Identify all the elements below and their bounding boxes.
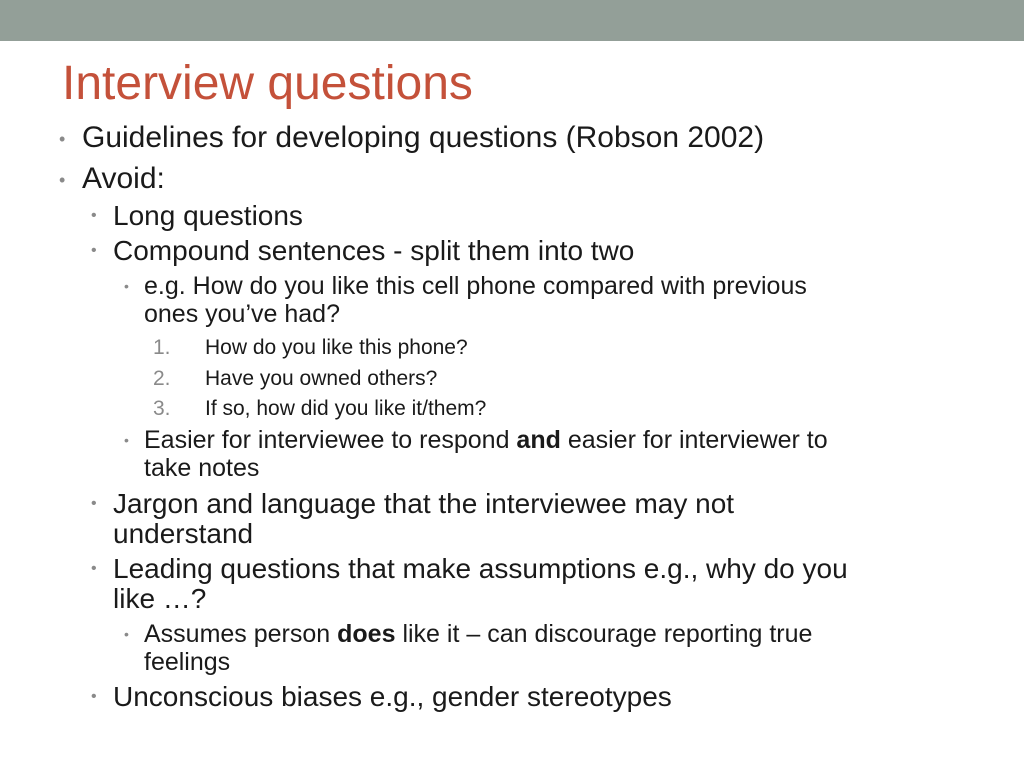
bullet-icon: • (59, 170, 66, 190)
bullet-text-continued: understand (113, 518, 254, 549)
bullet-compound (91, 235, 635, 266)
numbered-item-1 (153, 336, 468, 360)
item-number: 2. (153, 367, 171, 390)
bullet-unconscious (91, 681, 672, 712)
bullet-icon: • (124, 626, 129, 642)
item-number: 3. (153, 397, 171, 420)
bullet-text-continued: like …? (113, 583, 207, 614)
bullet-icon: • (91, 242, 97, 259)
top-accent-bar (0, 0, 1024, 41)
bullet-text-continued: take notes (144, 454, 260, 482)
bullet-leading (91, 553, 848, 614)
item-text: If so, how did you like it/them? (205, 397, 487, 420)
bullet-jargon (91, 488, 735, 549)
bullet-text-tail: like it – can discourage reporting true (395, 620, 813, 648)
bullet-long-questions (91, 200, 303, 231)
bullet-text-continued: feelings (144, 648, 231, 676)
emphasis-text: and (516, 426, 561, 454)
bullet-icon: • (124, 278, 129, 294)
bullet-icon: • (91, 207, 97, 224)
bullet-text: Avoid: (82, 162, 165, 195)
bullet-text: Assumes person (144, 620, 338, 648)
bullet-text: Jargon and language that the interviewee may not (113, 488, 735, 519)
numbered-item-2 (153, 367, 438, 391)
bullet-icon: • (124, 432, 129, 448)
slide-title: Interview questions (62, 57, 473, 110)
bullet-text-continued: ones you’ve had? (144, 300, 340, 328)
item-text: How do you like this phone? (205, 336, 468, 359)
bullet-easier (124, 426, 828, 482)
bullet-text: Guidelines for developing questions (Robson 2002) (82, 121, 765, 154)
bullet-icon: • (91, 495, 97, 512)
item-text: Have you owned others? (205, 367, 438, 390)
item-number: 1. (153, 336, 171, 359)
bullet-text: Compound sentences - split them into two (113, 235, 635, 266)
bullet-avoid (59, 162, 165, 196)
bullet-guidelines (59, 121, 765, 155)
bullet-example (124, 272, 807, 328)
bullet-text: Long questions (113, 200, 303, 231)
bullet-text: e.g. How do you like this cell phone compared with previous (144, 272, 807, 300)
bullet-text: Unconscious biases e.g., gender stereotypes (113, 681, 672, 712)
emphasis-text: does (337, 620, 396, 648)
bullet-icon: • (91, 560, 97, 577)
bullet-text: Leading questions that make assumptions e.g., why do you (113, 553, 848, 584)
bullet-text: Easier for interviewee to respond (144, 426, 517, 454)
bullet-text-tail: easier for interviewer to (560, 426, 828, 454)
bullet-icon: • (59, 129, 66, 149)
numbered-item-3 (153, 397, 487, 421)
bullet-icon: • (91, 688, 97, 705)
bullet-assumes (124, 620, 813, 676)
